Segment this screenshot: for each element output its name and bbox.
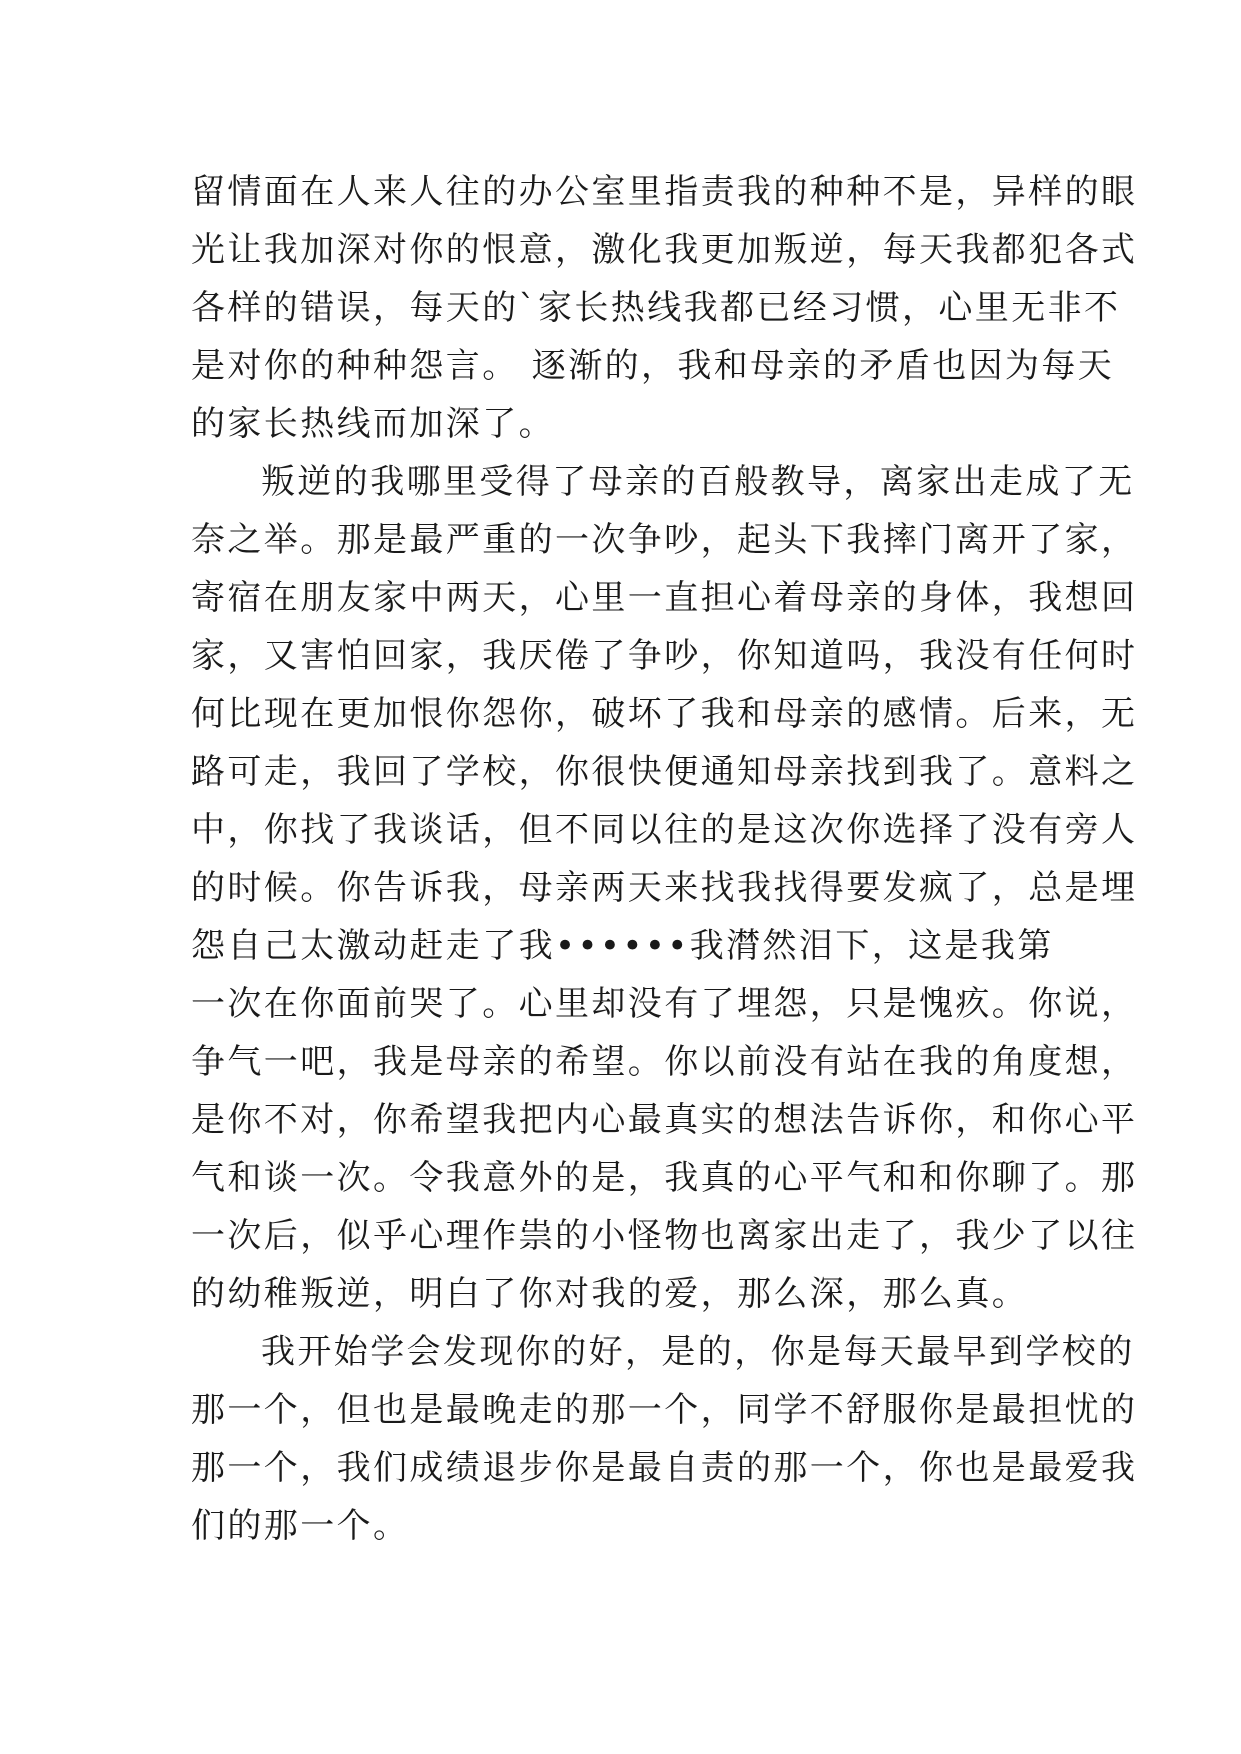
paragraph-2: [191, 453, 1138, 1323]
text-line: 光让我加深对你的恨意，激化我更加叛逆，每天我都犯各式: [191, 230, 1138, 270]
text-line: 何比现在更加恨你怨你，破坏了我和母亲的感情。后来，无: [191, 694, 1138, 734]
text-line: 怨自己太激动赶走了我••••••我潸然泪下，这是我第: [191, 926, 1054, 966]
text-line: 是对你的种种怨言。 逐渐的，我和母亲的矛盾也因为每天: [191, 346, 1115, 386]
text-line: 的时候。你告诉我，母亲两天来找我找得要发疯了，总是埋: [191, 868, 1138, 908]
text-line: 是你不对，你希望我把内心最真实的想法告诉你，和你心平: [191, 1100, 1138, 1140]
paragraph-1: [191, 163, 1138, 453]
text-line: 那一个，我们成绩退步你是最自责的那一个，你也是最爱我: [191, 1448, 1138, 1488]
text-line: 们的那一个。: [191, 1506, 410, 1546]
text-line: 的家长热线而加深了。: [191, 404, 555, 444]
text-line: 路可走，我回了学校，你很快便通知母亲找到我了。意料之: [191, 752, 1138, 792]
text-line: 我开始学会发现你的好，是的，你是每天最早到学校的: [261, 1332, 1135, 1372]
text-line: 那一个，但也是最晚走的那一个，同学不舒服你是最担忧的: [191, 1390, 1138, 1430]
text-line: 争气一吧，我是母亲的希望。你以前没有站在我的角度想，: [191, 1042, 1138, 1082]
body-text: [191, 163, 1138, 1555]
text-line: 的幼稚叛逆，明白了你对我的爱，那么深，那么真。: [191, 1274, 1029, 1314]
text-line: 各样的错误，每天的`家长热线我都已经习惯，心里无非不: [191, 288, 1121, 328]
paragraph-3: [191, 1323, 1138, 1555]
text-line: 叛逆的我哪里受得了母亲的百般教导，离家出走成了无: [261, 462, 1135, 502]
text-line: 一次后，似乎心理作祟的小怪物也离家出走了，我少了以往: [191, 1216, 1138, 1256]
text-line: 留情面在人来人往的办公室里指责我的种种不是，异样的眼: [191, 172, 1138, 212]
text-line: 奈之举。那是最严重的一次争吵，起头下我摔门离开了家，: [191, 520, 1138, 560]
text-line: 中，你找了我谈话，但不同以往的是这次你选择了没有旁人: [191, 810, 1138, 850]
text-line: 寄宿在朋友家中两天，心里一直担心着母亲的身体，我想回: [191, 578, 1138, 618]
text-line: 一次在你面前哭了。心里却没有了埋怨，只是愧疚。你说，: [191, 984, 1138, 1024]
text-line: 家，又害怕回家，我厌倦了争吵，你知道吗，我没有任何时: [191, 636, 1138, 676]
text-line: 气和谈一次。令我意外的是，我真的心平气和和你聊了。那: [191, 1158, 1138, 1198]
